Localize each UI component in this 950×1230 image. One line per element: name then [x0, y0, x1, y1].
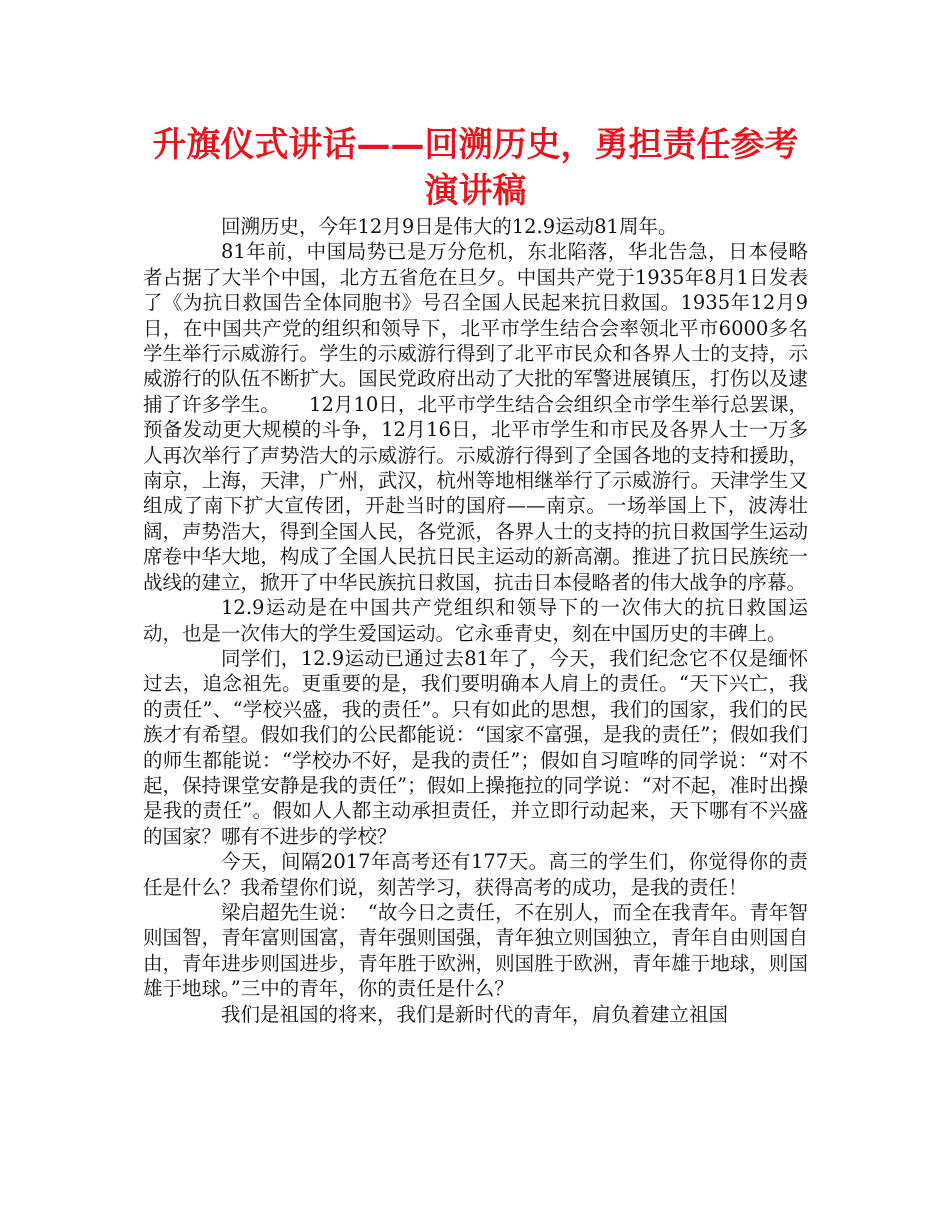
document-body [143, 214, 808, 1027]
paragraph-closing: 我们是祖国的将来，我们是新时代的青年，肩负着建立祖国 [221, 1002, 729, 1026]
paragraph-significance: 12.9运动是在中国共产党组织和领导下的一次伟大的抗日救国运动，也是一次伟大的学生爱国运动。它永垂青史，刻在中国历史的丰碑上。 [143, 596, 808, 645]
paragraph-liang-qichao-quote: 梁启超先生说： “故今日之责任，不在别人，而全在我青年。青年智则国智，青年富则国富，青年强则国强，青年独立则国独立，青年自由则国自由，青年进步则国进步，青年胜于欧洲，则国胜于欧洲，青年雄于地球，则国雄于地球。”三中的青年，你的责任是什么？ [143, 900, 808, 1001]
document-page [143, 122, 808, 1027]
paragraph-history: 81年前，中国局势已是万分危机，东北陷落，华北告急，日本侵略者占据了大半个中国，北方五省危在旦夕。中国共产党于1935年8月1日发表了《为抗日救国告全体同胞书》号召全国人民起来抗日救国。1935年12月9日，在中国共产党的组织和领导下，北平市学生结合会率领北平市6000多名学生举行示威游行。学生的示威游行得到了北平市民众和各界人士的支持，示威游行的队伍不断扩大。国民党政府出动了大批的军警进展镇压，打伤以及逮捕了许多学生。 12月10日，北平市学生结合会组织全市学生举行总罢课，预备发动更大规模的斗争，12月16日，北平市学生和市民及各界人士一万多人再次举行了声势浩大的示威游行。示威游行得到了全国各地的支持和援助，南京，上海，天津，广州，武汉，杭州等地相继举行了示威游行。天津学生又组成了南下扩大宣传团，开赴当时的国府——南京。一场举国上下，波涛壮阔，声势浩大，得到全国人民，各党派，各界人士的支持的抗日救国学生运动席卷中华大地，构成了全国人民抗日民主运动的新高潮。推进了抗日民族统一战线的建立，掀开了中华民族抗日救国，抗击日本侵略者的伟大战争的序幕。 [143, 240, 808, 594]
paragraph-responsibility: 同学们，12.9运动已通过去81年了，今天，我们纪念它不仅是缅怀过去，追念祖先。更重要的是，我们要明确本人肩上的责任。“天下兴亡，我的责任”、“学校兴盛，我的责任”。只有如此的思想，我们的国家，我们的民族才有希望。假如我们的公民都能说：“国家不富强，是我的责任”；假如我们的师生都能说：“学校办不好，是我的责任”；假如自习喧哗的同学说：“对不起，保持课堂安静是我的责任”；假如上操拖拉的同学说：“对不起，准时出操是我的责任”。假如人人都主动承担责任，并立即行动起来，天下哪有不兴盛的国家？哪有不进步的学校？ [143, 646, 808, 848]
document-title: 升旗仪式讲话——回溯历史，勇担责任参考演讲稿 [152, 125, 799, 211]
paragraph-intro: 回溯历史，今年12月9日是伟大的12.9运动81周年。 [221, 215, 678, 238]
paragraph-gaokao: 今天，间隔2017年高考还有177天。高三的学生们，你觉得你的责任是什么？我希望你们说，刻苦学习，获得高考的成功，是我的责任！ [143, 850, 808, 899]
